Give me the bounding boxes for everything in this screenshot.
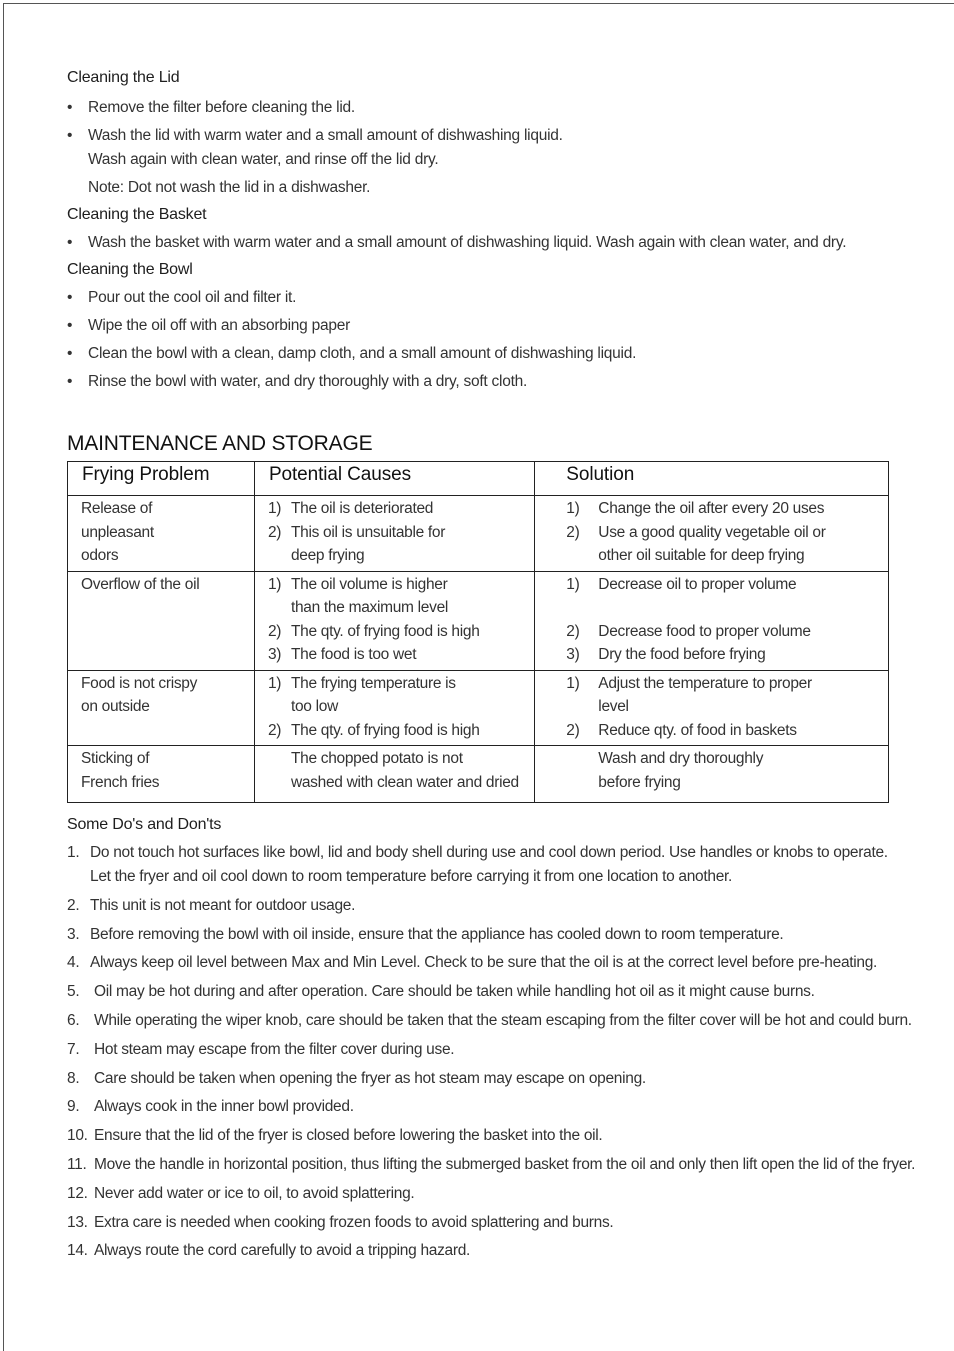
column-header: Potential Causes — [254, 462, 534, 496]
page-border-top — [3, 3, 954, 4]
list-item: 11. Move the handle in horizontal position, thus lifting the submerged basket from the oil and only then lift open the lid of the fryer. — [67, 1155, 916, 1173]
list-item: 5. Oil may be hot during and after operation. Care should be taken while handling hot oil as it might cause burns. — [67, 983, 815, 1001]
list-item: 8. Care should be taken when opening the fryer as hot steam may escape on opening. — [67, 1069, 646, 1087]
list-item: 4. Always keep oil level between Max and Min Level. Check to be sure that the oil is at the correct level before pre-heating. — [67, 954, 878, 972]
causes-cell — [254, 496, 534, 572]
maintenance-heading: MAINTENANCE AND STORAGE — [67, 432, 373, 455]
solution-cell — [535, 496, 889, 572]
bullet-icon: • — [67, 345, 73, 362]
list-item: The chopped potato is not washed with clean water and dried — [290, 750, 519, 791]
list-item: 2) The qty. of frying food is high — [267, 721, 480, 739]
list-item: 1) The oil volume is higher than the maximum level — [267, 575, 449, 616]
list-item: 3) The food is too wet — [267, 646, 417, 663]
list-item: Wash and dry thoroughly before frying — [598, 750, 764, 791]
solution-cell — [535, 746, 889, 803]
list-item: • Rinse the bowl with water, and dry thoroughly with a dry, soft cloth. — [67, 370, 927, 394]
problem-cell: Sticking of French fries — [68, 746, 255, 803]
table-row — [68, 746, 889, 803]
causes-cell — [254, 746, 534, 803]
column-header: Solution — [535, 462, 889, 496]
troubleshooting-table — [67, 461, 889, 803]
page-content — [67, 64, 927, 1263]
cleaning-bowl-heading: Cleaning the Bowl — [67, 261, 193, 278]
bullet-icon: • — [67, 373, 73, 390]
list-item: 14. Always route the cord carefully to avoid a tripping hazard. — [67, 1242, 471, 1260]
list-item: 2) The qty. of frying food is high — [267, 622, 480, 640]
causes-cell — [254, 571, 534, 670]
problem-cell: Overflow of the oil — [68, 571, 255, 670]
list-item: 1) Change the oil after every 20 uses — [566, 500, 825, 517]
causes-cell — [254, 670, 534, 746]
list-item: 2) Reduce qty. of food in baskets — [566, 721, 797, 739]
list-item: 6. While operating the wiper knob, care should be taken that the steam escaping from the filter cover will be hot and could burn. — [67, 1011, 912, 1029]
list-item: 13. Extra care is needed when cooking frozen foods to avoid splattering and burns. — [67, 1213, 614, 1231]
list-item: 3) Dry the food before frying — [566, 646, 766, 663]
solution-cell — [535, 571, 889, 670]
list-item: 12. Never add water or ice to oil, to avoid splattering. — [67, 1184, 415, 1202]
table-header-row — [68, 462, 889, 496]
list-item: 2. This unit is not meant for outdoor usage. — [67, 896, 356, 914]
bullet-icon: • — [67, 127, 73, 144]
lid-note: Note: Dot not wash the lid in a dishwasher. — [88, 179, 371, 196]
table-row — [68, 571, 889, 670]
table-row — [68, 496, 889, 572]
list-item: • Wash the basket with warm water and a small amount of dishwashing liquid. Wash again with clean water, and dry. — [67, 231, 927, 255]
cleaning-lid-heading: Cleaning the Lid — [67, 69, 180, 86]
cleaning-basket-heading: Cleaning the Basket — [67, 206, 207, 223]
bullet-icon: • — [67, 234, 73, 251]
list-item: 9. Always cook in the inner bowl provided. — [67, 1098, 354, 1116]
list-item: • Pour out the cool oil and filter it. — [67, 286, 927, 310]
list-item: • Remove the filter before cleaning the lid. — [67, 96, 927, 120]
list-item: 1) Adjust the temperature to proper level — [566, 674, 812, 715]
problem-cell: Release of unpleasant odors — [68, 496, 255, 572]
list-item: 1) The frying temperature is too low — [267, 674, 456, 715]
dos-donts-heading: Some Do's and Don'ts — [67, 816, 222, 833]
bullet-icon: • — [67, 99, 73, 116]
solution-cell — [535, 670, 889, 746]
table-row — [68, 670, 889, 746]
list-item: 10. Ensure that the lid of the fryer is closed before lowering the basket into the oil. — [67, 1127, 603, 1145]
bullet-icon: • — [67, 317, 73, 334]
list-item: • Wash the lid with warm water and a small amount of dishwashing liquid. Wash again with clean water, and rinse off the lid dry. — [67, 124, 927, 172]
list-item: 2) Use a good quality vegetable oil or other oil suitable for deep frying — [566, 523, 826, 564]
page-border-left — [3, 3, 4, 1351]
problem-cell: Food is not crispy on outside — [68, 670, 255, 746]
list-item: • Wipe the oil off with an absorbing paper — [67, 314, 927, 338]
list-item: 3. Before removing the bowl with oil inside, ensure that the appliance has cooled down to room temperature. — [67, 925, 784, 943]
bullet-icon: • — [67, 289, 73, 306]
list-item: • Clean the bowl with a clean, damp cloth, and a small amount of dishwashing liquid. — [67, 342, 927, 366]
list-item: 7. Hot steam may escape from the filter cover during use. — [67, 1040, 455, 1058]
list-item: 1) The oil is deteriorated — [267, 500, 434, 517]
list-item: 1. Do not touch hot surfaces like bowl, lid and body shell during use and cool down period. Use handles or knobs to operate. Let the fryer and oil cool down to room temperature before carrying it from one location to another. — [67, 844, 888, 885]
column-header: Frying Problem — [68, 462, 255, 496]
list-item: 2) This oil is unsuitable for deep frying — [267, 523, 446, 564]
list-item: 2) Decrease food to proper volume — [566, 622, 811, 640]
list-item: 1) Decrease oil to proper volume — [566, 575, 797, 593]
